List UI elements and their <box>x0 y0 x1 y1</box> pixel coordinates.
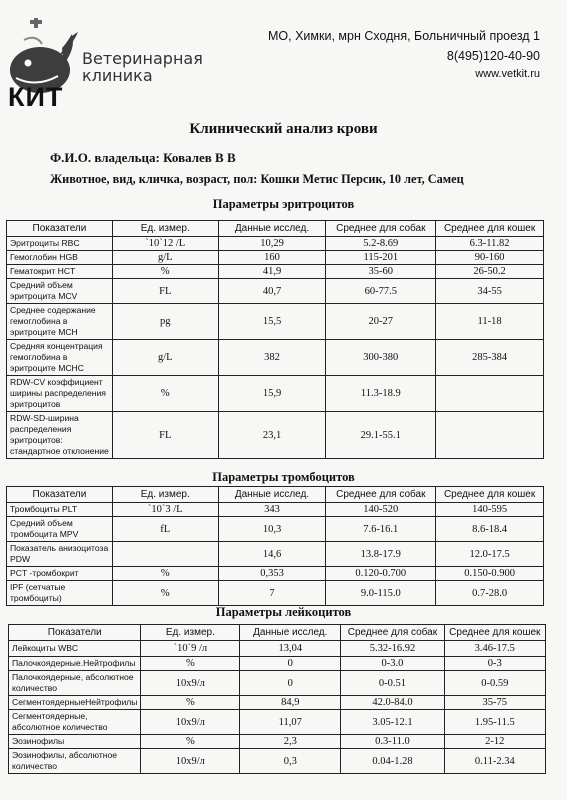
parameter-name-cell: Эозинофилы <box>9 735 141 749</box>
dog-reference-cell: 0.3-11.0 <box>341 735 444 749</box>
parameter-name-cell: Сегментоядерные, абсолютное количество <box>9 710 141 735</box>
unit-cell: % <box>141 696 240 710</box>
dog-reference-cell: 5.32-16.92 <box>341 641 444 657</box>
unit-cell: % <box>141 735 240 749</box>
table-row <box>9 735 546 749</box>
parameter-name-cell: Палочкоядерные, абсолютное количество <box>9 671 141 696</box>
result-value-cell: 13,04 <box>240 641 341 657</box>
parameter-name-cell: Средняя концентрация гемоглобина в эритроците MCHC <box>7 340 113 376</box>
unit-cell: `10`3 /L <box>112 503 218 517</box>
table-header-row <box>7 487 544 503</box>
cat-reference-cell: 0.11-2.34 <box>444 749 545 774</box>
table-row <box>7 265 544 279</box>
cat-reference-cell: 2-12 <box>444 735 545 749</box>
document-title: Клинический анализ крови <box>189 121 378 137</box>
parameter-name-cell: Тромбоциты PLT <box>7 503 113 517</box>
cat-reference-cell: 6.3-11.82 <box>436 237 544 251</box>
cat-reference-cell: 0.7-28.0 <box>436 581 544 606</box>
dog-reference-cell: 29.1-55.1 <box>326 412 436 459</box>
table-row <box>9 657 546 671</box>
result-value-cell: 41,9 <box>218 265 326 279</box>
cat-reference-cell: 34-55 <box>436 279 544 304</box>
column-header: Показатели <box>7 221 113 237</box>
parameter-name-cell: RDW-CV коэффициент ширины распределения эритроцитов <box>7 376 113 412</box>
cat-reference-cell: 285-384 <box>436 340 544 376</box>
table-row <box>7 304 544 340</box>
result-value-cell: 15,5 <box>218 304 326 340</box>
table-row <box>7 279 544 304</box>
dog-reference-cell: 0-0.51 <box>341 671 444 696</box>
result-value-cell: 2,3 <box>240 735 341 749</box>
cat-reference-cell: 1.95-11.5 <box>444 710 545 735</box>
clinic-name <box>82 50 203 84</box>
column-header: Среднее для кошек <box>444 625 545 641</box>
unit-cell: g/L <box>112 340 218 376</box>
table-row <box>9 710 546 735</box>
result-value-cell: 10,29 <box>218 237 326 251</box>
cat-reference-cell: 0.150-0.900 <box>436 567 544 581</box>
cat-reference-cell: 8.6-18.4 <box>436 517 544 542</box>
dog-reference-cell: 9.0-115.0 <box>326 581 436 606</box>
cat-reference-cell: 12.0-17.5 <box>436 542 544 567</box>
unit-cell: `10`12 /L <box>112 237 218 251</box>
unit-cell: 10х9/л <box>141 710 240 735</box>
result-value-cell: 0,353 <box>218 567 326 581</box>
column-header: Среднее для кошек <box>436 221 544 237</box>
cat-reference-cell: 11-18 <box>436 304 544 340</box>
column-header: Среднее для собак <box>326 221 436 237</box>
parameter-name-cell: Эритроциты RBC <box>7 237 113 251</box>
result-value-cell: 343 <box>218 503 326 517</box>
parameter-name-cell: Лейкоциты WBC <box>9 641 141 657</box>
parameter-name-cell: IPF (сетчатые тромбоциты) <box>7 581 113 606</box>
column-header: Среднее для собак <box>326 487 436 503</box>
parameter-name-cell: Гемоглобин HGB <box>7 251 113 265</box>
table-row <box>7 567 544 581</box>
dog-reference-cell: 115-201 <box>326 251 436 265</box>
result-value-cell: 160 <box>218 251 326 265</box>
unit-cell: `10`9 /л <box>141 641 240 657</box>
table-row <box>9 641 546 657</box>
section-title-erythrocytes: Параметры эритроцитов <box>212 197 355 211</box>
parameter-name-cell: Палочкоядерные.Нейтрофилы <box>9 657 141 671</box>
table-row <box>7 581 544 606</box>
column-header: Ед. измер. <box>112 221 218 237</box>
unit-cell: fL <box>112 517 218 542</box>
parameter-name-cell: Средний объем тромбоцита MPV <box>7 517 113 542</box>
column-header: Ед. измер. <box>112 487 218 503</box>
table-row <box>7 237 544 251</box>
table-row <box>9 671 546 696</box>
table-row <box>7 542 544 567</box>
unit-cell: g/L <box>112 251 218 265</box>
table-row <box>9 696 546 710</box>
dog-reference-cell: 60-77.5 <box>326 279 436 304</box>
table-header-row <box>7 221 544 237</box>
parameter-name-cell: Среднее содержание гемоглобина в эритроците MCH <box>7 304 113 340</box>
unit-cell: % <box>112 265 218 279</box>
parameter-name-cell: PCT -тромбокрит <box>7 567 113 581</box>
unit-cell: FL <box>112 412 218 459</box>
column-header: Показатели <box>9 625 141 641</box>
result-value-cell: 14,6 <box>218 542 326 567</box>
column-header: Данные исслед. <box>240 625 341 641</box>
dog-reference-cell: 35-60 <box>326 265 436 279</box>
column-header: Среднее для кошек <box>436 487 544 503</box>
unit-cell: FL <box>112 279 218 304</box>
parameter-name-cell: RDW-SD-ширина распределения эритроцитов: стандартное отклонение <box>7 412 113 459</box>
table-header-row <box>9 625 546 641</box>
dog-reference-cell: 300-380 <box>326 340 436 376</box>
column-header: Показатели <box>7 487 113 503</box>
column-header: Данные исслед. <box>218 221 326 237</box>
column-header: Данные исслед. <box>218 487 326 503</box>
column-header: Среднее для собак <box>341 625 444 641</box>
dog-reference-cell: 20-27 <box>326 304 436 340</box>
unit-cell <box>112 542 218 567</box>
parameter-name-cell: Средний объем эритроцита MCV <box>7 279 113 304</box>
result-value-cell: 15,9 <box>218 376 326 412</box>
brand-name: КИТ <box>8 82 64 112</box>
table-row <box>9 749 546 774</box>
clinic-phone: 8(495)120-40-90 <box>446 49 540 63</box>
dog-reference-cell: 42.0-84.0 <box>341 696 444 710</box>
unit-cell: % <box>112 567 218 581</box>
unit-cell: 10х9/л <box>141 749 240 774</box>
platelets-table <box>6 486 544 606</box>
result-value-cell: 382 <box>218 340 326 376</box>
cat-reference-cell: 26-50.2 <box>436 265 544 279</box>
result-value-cell: 84,9 <box>240 696 341 710</box>
table-row <box>7 251 544 265</box>
unit-cell: % <box>112 581 218 606</box>
result-value-cell: 7 <box>218 581 326 606</box>
result-value-cell: 10,3 <box>218 517 326 542</box>
unit-cell: 10х9/л <box>141 671 240 696</box>
dog-reference-cell: 7.6-16.1 <box>326 517 436 542</box>
section-title-platelets: Параметры тромбоцитов <box>212 470 355 484</box>
unit-cell: % <box>141 657 240 671</box>
column-header: Ед. измер. <box>141 625 240 641</box>
dog-reference-cell: 0.120-0.700 <box>326 567 436 581</box>
dog-reference-cell: 0.04-1.28 <box>341 749 444 774</box>
cat-reference-cell: 0-0.59 <box>444 671 545 696</box>
result-value-cell: 0 <box>240 671 341 696</box>
result-value-cell: 0,3 <box>240 749 341 774</box>
dog-reference-cell: 5.2-8.69 <box>326 237 436 251</box>
cat-reference-cell: 3.46-17.5 <box>444 641 545 657</box>
table-row <box>7 376 544 412</box>
clinic-address: МО, Химки, мрн Сходня, Больничный проезд 1 <box>268 29 540 43</box>
parameter-name-cell: Эозинофилы, абсолютное количество <box>9 749 141 774</box>
dog-reference-cell: 11.3-18.9 <box>326 376 436 412</box>
result-value-cell: 0 <box>240 657 341 671</box>
clinic-name-line1: Ветеринарная <box>82 49 203 68</box>
cat-reference-cell: 0-3 <box>444 657 545 671</box>
owner-line: Ф.И.О. владельца: Ковалев В В <box>50 150 236 165</box>
animal-line: Животное, вид, кличка, возраст, пол: Кошки Метис Персик, 10 лет, Самец <box>50 172 464 186</box>
dog-reference-cell: 13.8-17.9 <box>326 542 436 567</box>
unit-cell: pg <box>112 304 218 340</box>
table-row <box>7 340 544 376</box>
table-row <box>7 503 544 517</box>
cat-reference-cell: 140-595 <box>436 503 544 517</box>
dog-reference-cell: 3.05-12.1 <box>341 710 444 735</box>
parameter-name-cell: Гематокрит HCT <box>7 265 113 279</box>
clinic-website: www.vetkit.ru <box>475 68 540 80</box>
cat-reference-cell <box>436 412 544 459</box>
dog-reference-cell: 140-520 <box>326 503 436 517</box>
parameter-name-cell: Показатель анизоцитоза PDW <box>7 542 113 567</box>
table-row <box>7 412 544 459</box>
dog-reference-cell: 0-3.0 <box>341 657 444 671</box>
cat-reference-cell: 35-75 <box>444 696 545 710</box>
result-value-cell: 23,1 <box>218 412 326 459</box>
result-value-cell: 40,7 <box>218 279 326 304</box>
cat-reference-cell <box>436 376 544 412</box>
clinic-name-line2: клиника <box>82 66 153 85</box>
parameter-name-cell: СегментоядерныеНейтрофилы <box>9 696 141 710</box>
leukocytes-table <box>8 624 546 774</box>
table-row <box>7 517 544 542</box>
erythrocytes-table <box>6 220 544 459</box>
result-value-cell: 11,07 <box>240 710 341 735</box>
section-title-leukocytes: Параметры лейкоцитов <box>215 605 352 619</box>
unit-cell: % <box>112 376 218 412</box>
cat-reference-cell: 90-160 <box>436 251 544 265</box>
